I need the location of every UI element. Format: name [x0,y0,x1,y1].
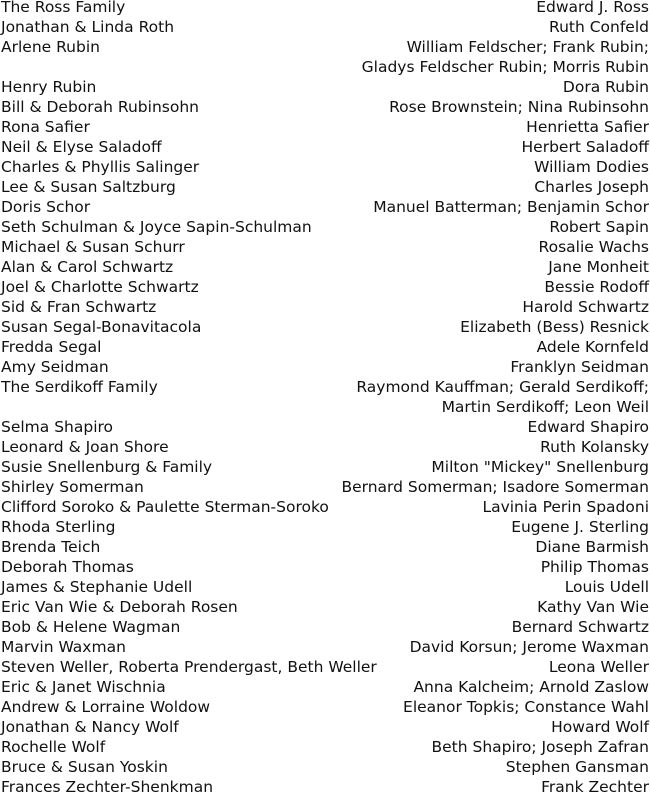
honoree-names [312,217,649,237]
list-item [1,717,649,737]
honoree-line: Dora Rubin [562,78,649,96]
donor-name: Shirley Somerman [1,478,144,496]
honoree-names [210,697,649,717]
honoree-line: Elizabeth (Bess) Resnick [460,318,649,336]
donor-name: Eric & Janet Wischnia [1,678,166,696]
donor-name: Alan & Carol Schwartz [1,258,174,276]
list-item [1,97,649,117]
honoree-line: Henrietta Safier [526,118,649,136]
honoree-line: Kathy Van Wie [537,598,649,616]
donor-name: Bill & Deborah Rubinsohn [1,98,199,116]
honoree-names [162,137,649,157]
honoree-names [126,637,649,657]
honoree-names [201,317,649,337]
honoree-line: Jane Monheit [548,258,649,276]
donor-name: Steven Weller, Roberta Prendergast, Beth Weller [1,658,377,676]
list-item [1,177,649,197]
list-item [1,777,649,797]
honoree-line: Robert Sapin [549,218,649,236]
donor-name: Brenda Teich [1,538,101,556]
honoree-line: Ruth Kolansky [540,438,649,456]
honoree-line: Philip Thomas [540,558,649,576]
honoree-line: Leona Weller [548,658,649,676]
honoree-line: Beth Shapiro; Joseph Zafran [431,738,649,756]
honoree-line: Eugene J. Sterling [511,518,649,536]
honoree-names [169,437,649,457]
honoree-names [100,537,649,557]
honoree-names [156,297,649,317]
donor-name: Seth Schulman & Joyce Sapin-Schulman [1,218,312,236]
list-item [1,377,649,417]
list-item [1,77,649,97]
honoree-names [185,237,649,257]
honoree-line: Bessie Rodoff [544,278,649,296]
list-item [1,137,649,157]
honoree-line: Franklyn Seidman [510,358,649,376]
list-item [1,477,649,497]
honoree-names [213,777,649,797]
honoree-line: Ruth Confeld [549,18,649,36]
list-item [1,697,649,717]
list-item [1,557,649,577]
list-item [1,17,649,37]
honoree-names [173,257,649,277]
donor-honoree-list [1,0,649,797]
honoree-line: Charles Joseph [534,178,649,196]
honoree-line: Eleanor Topkis; Constance Wahl [403,698,649,716]
list-item [1,637,649,657]
donor-name: James & Stephanie Udell [1,578,193,596]
list-item [1,277,649,297]
donor-name: Deborah Thomas [1,558,134,576]
honoree-names [105,737,649,757]
donor-name: The Serdikoff Family [1,378,158,396]
donor-name: Amy Seidman [1,358,109,376]
honoree-names [115,517,649,537]
honoree-line: Gladys Feldscher Rubin; Morris Rubin [361,58,649,76]
list-item [1,757,649,777]
donor-name: Lee & Susan Saltzburg [1,178,176,196]
donor-name: Fredda Segal [1,338,102,356]
list-item [1,217,649,237]
donor-name: Neil & Elyse Saladoff [1,138,162,156]
honoree-line: Stephen Gansman [505,758,649,776]
honoree-names [329,497,649,517]
list-item [1,237,649,257]
donor-name: Rhoda Sterling [1,518,116,536]
honoree-names [199,277,649,297]
list-item [1,257,649,277]
honoree-names [101,337,649,357]
honoree-line: Adele Kornfeld [536,338,649,356]
honoree-line: Frank Zechter [541,778,649,796]
honoree-names [192,577,649,597]
donor-name: Joel & Charlotte Schwartz [1,278,199,296]
list-item [1,597,649,617]
donor-name: Rona Safier [1,118,90,136]
honoree-line: Herbert Saladoff [521,138,649,156]
donor-name: Clifford Soroko & Paulette Sterman-Soroko [1,498,329,516]
honoree-names [144,477,649,497]
list-item [1,337,649,357]
honoree-line: Manuel Batterman; Benjamin Schor [373,198,649,216]
honoree-names [174,17,649,37]
honoree-line: Edward Shapiro [527,418,649,436]
honoree-line: Louis Udell [564,578,649,596]
honoree-line: Lavinia Perin Spadoni [482,498,649,516]
honoree-line: Diane Barmish [535,538,649,556]
donor-name: Frances Zechter-Shenkman [1,778,214,796]
honoree-names [158,377,649,417]
honoree-names [90,117,649,137]
donor-name: Bob & Helene Wagman [1,618,181,636]
list-item [1,457,649,477]
honoree-line: Bernard Schwartz [511,618,649,636]
honoree-line: David Korsun; Jerome Waxman [409,638,649,656]
list-item [1,577,649,597]
honoree-line: Howard Wolf [551,718,649,736]
list-item [1,0,649,17]
honoree-names [377,657,649,677]
donor-name: Charles & Phyllis Salinger [1,158,200,176]
donor-name: Marvin Waxman [1,638,126,656]
list-item [1,677,649,697]
honoree-names [212,457,649,477]
donor-name: Jonathan & Nancy Wolf [1,718,179,736]
honoree-line: Rosalie Wachs [538,238,649,256]
donor-name: The Ross Family [1,0,126,16]
honoree-names [113,417,649,437]
honoree-line: Rose Brownstein; Nina Rubinsohn [389,98,649,116]
honoree-line: Anna Kalcheim; Arnold Zaslow [413,678,649,696]
honoree-line: Raymond Kauffman; Gerald Serdikoff; [356,378,649,396]
honoree-names [176,177,649,197]
honoree-line: Bernard Somerman; Isadore Somerman [341,478,649,496]
donor-name: Arlene Rubin [1,38,100,56]
donor-name: Selma Shapiro [1,418,114,436]
donor-name: Bruce & Susan Yoskin [1,758,168,776]
honoree-line: Milton "Mickey" Snellenburg [431,458,649,476]
donor-name: Doris Schor [1,198,91,216]
honoree-line: William Dodies [534,158,649,176]
donor-name: Eric Van Wie & Deborah Rosen [1,598,238,616]
donor-name: Sid & Fran Schwartz [1,298,157,316]
honoree-names [168,757,649,777]
honoree-line: Harold Schwartz [522,298,649,316]
honoree-names [180,617,649,637]
honoree-names [100,37,649,77]
list-item [1,537,649,557]
donor-name: Michael & Susan Schurr [1,238,185,256]
honoree-names [134,557,649,577]
list-item [1,657,649,677]
list-item [1,37,649,77]
donor-name: Jonathan & Linda Roth [1,18,175,36]
list-item [1,197,649,217]
list-item [1,157,649,177]
honoree-line: Martin Serdikoff; Leon Weil [441,398,649,416]
honoree-names [96,77,649,97]
donor-name: Rochelle Wolf [1,738,106,756]
list-item [1,297,649,317]
honoree-names [125,0,649,17]
honoree-names [199,157,649,177]
list-item [1,517,649,537]
honoree-names [179,717,649,737]
list-item [1,737,649,757]
honoree-names [109,357,649,377]
list-item [1,437,649,457]
list-item [1,417,649,437]
donor-name: Susan Segal-Bonavitacola [1,318,202,336]
donor-name: Henry Rubin [1,78,97,96]
honoree-line: William Feldscher; Frank Rubin; [406,38,649,56]
honoree-names [166,677,649,697]
list-item [1,617,649,637]
list-item [1,357,649,377]
donor-name: Leonard & Joan Shore [1,438,169,456]
honoree-names [199,97,649,117]
list-item [1,497,649,517]
donor-name: Susie Snellenburg & Family [1,458,213,476]
honoree-names [238,597,649,617]
honoree-names [90,197,649,217]
list-item [1,317,649,337]
honoree-line: Edward J. Ross [536,0,649,16]
donor-name: Andrew & Lorraine Woldow [1,698,211,716]
list-item [1,117,649,137]
